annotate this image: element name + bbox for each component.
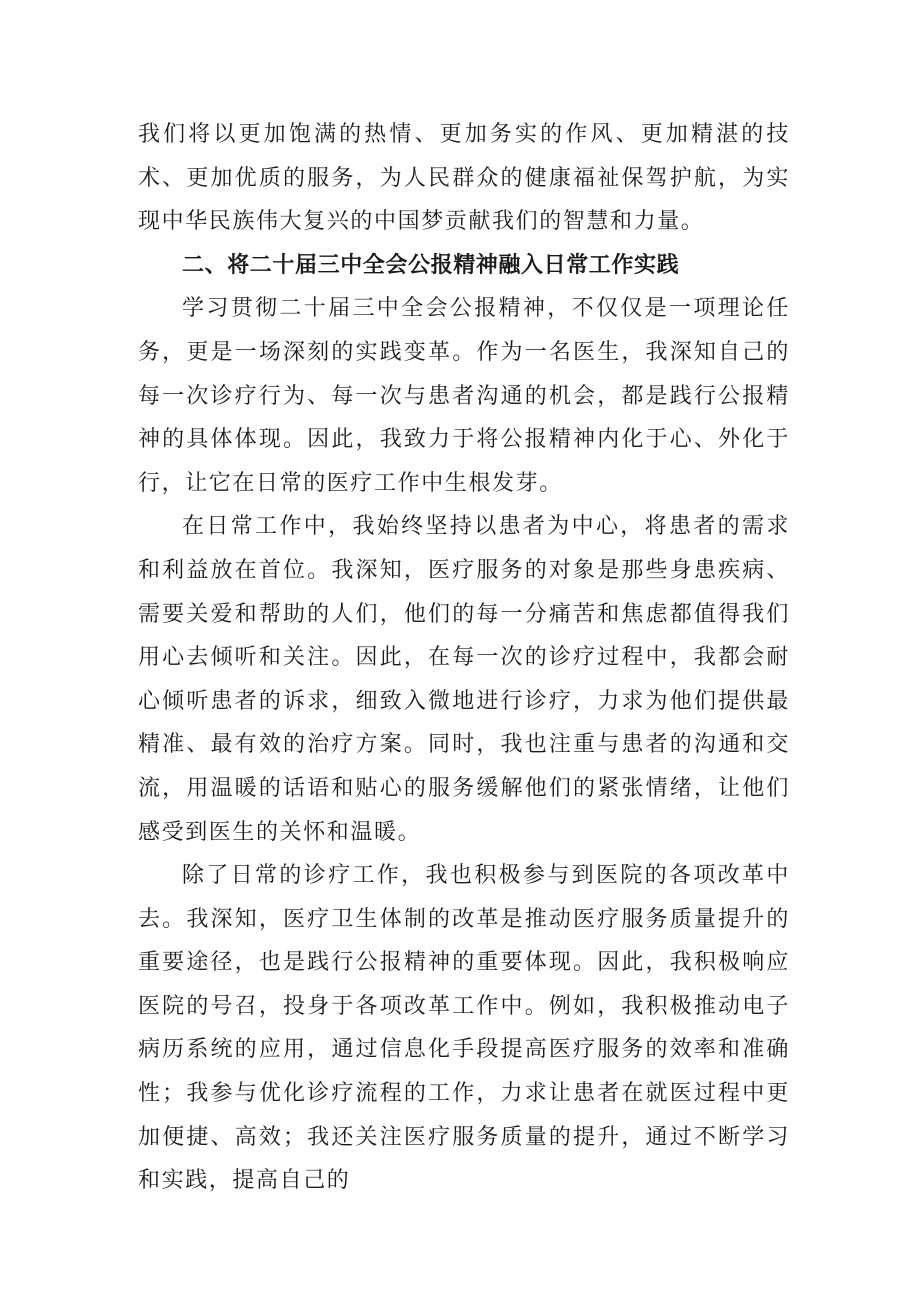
body-paragraph: 学习贯彻二十届三中全会公报精神，不仅仅是一项理论任务，更是一场深刻的实践变革。作为一名医生，我深知自己的每一次诊疗行为、每一次与患者沟通的机会，都是践行公报精神的具体体现。因此，我致力于将公报精神内化于心、外化于行，让它在日常的医疗工作中生根发芽。 xyxy=(138,296,790,496)
closing-paragraph: 我们将以更加饱满的热情、更加务实的作风、更加精湛的技术、更加优质的服务，为人民群众的健康福祉保驾护航，为实现中华民族伟大复兴的中国梦贡献我们的智慧和力量。 xyxy=(138,122,790,235)
body-paragraph: 在日常工作中，我始终坚持以患者为中心，将患者的需求和利益放在首位。我深知，医疗服务的对象是那些身患疾病、需要关爱和帮助的人们，他们的每一分痛苦和焦虑都值得我们用心去倾听和关注。因此，在每一次的诊疗过程中，我都会耐心倾听患者的诉求，细致入微地进行诊疗，力求为他们提供最精准、最有效的治疗方案。同时，我也注重与患者的沟通和交流，用温暖的话语和贴心的服务缓解他们的紧张情绪，让他们感受到医生的关怀和温暖。 xyxy=(138,514,790,845)
section-heading: 二、将二十届三中全会公报精神融入日常工作实践 xyxy=(182,252,680,278)
document-body xyxy=(138,113,790,1203)
body-paragraph: 除了日常的诊疗工作，我也积极参与到医院的各项改革中去。我深知，医疗卫生体制的改革是推动医疗服务质量提升的重要途径，也是践行公报精神的重要体现。因此，我积极响应医院的号召，投身于各项改革工作中。例如，我积极推动电子病历系统的应用，通过信息化手段提高医疗服务的效率和准确性；我参与优化诊疗流程的工作，力求让患者在就医过程中更加便捷、高效；我还关注医疗服务质量的提升，通过不断学习和实践，提高自己的 xyxy=(138,863,790,1194)
